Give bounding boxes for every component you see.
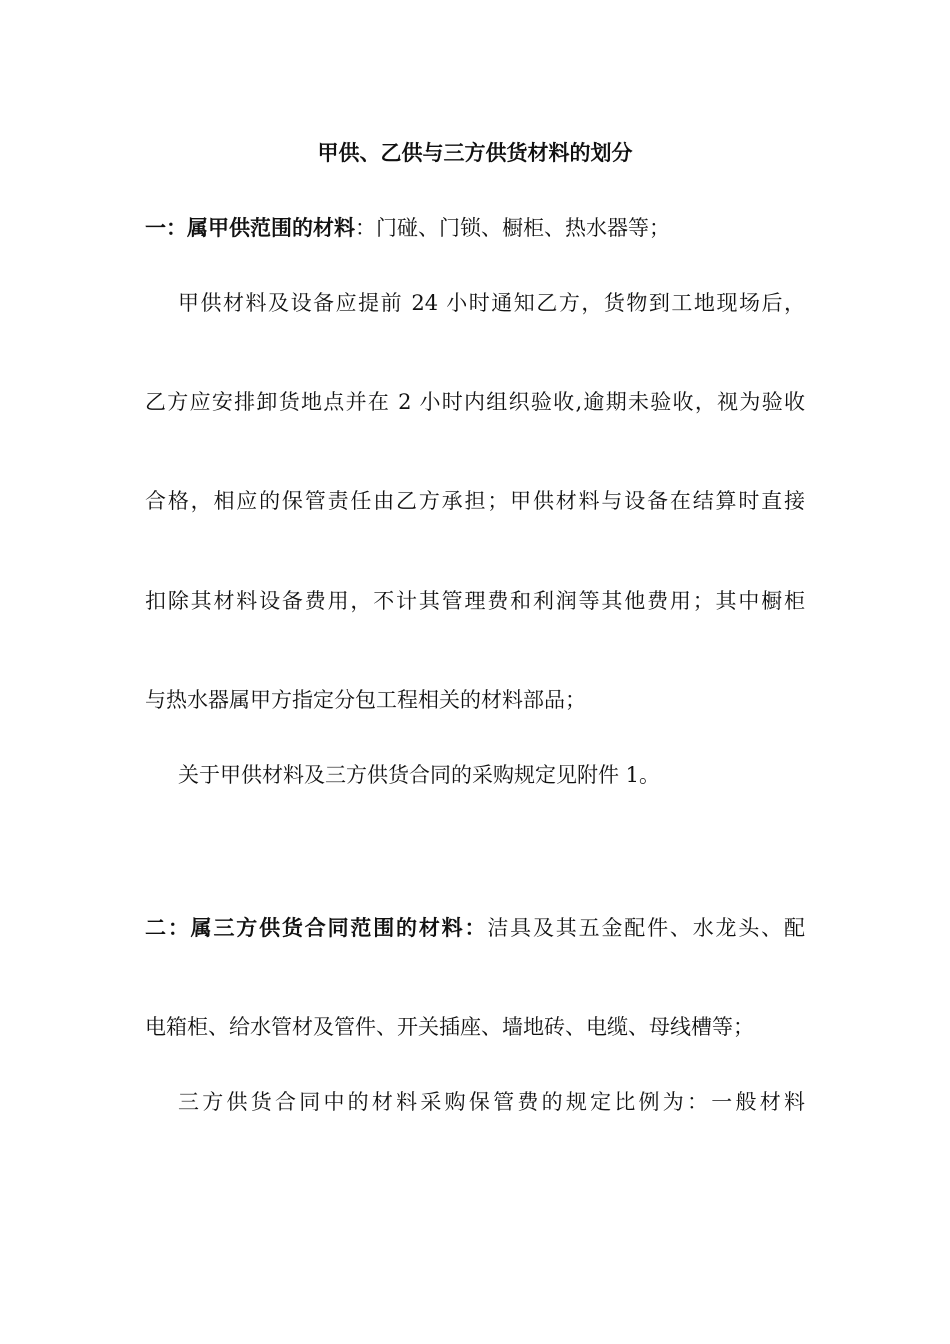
section1-heading-tail: ：门碰、门锁、橱柜、热水器等； xyxy=(355,216,670,240)
section1-paragraph1-line4: 扣除其材料设备费用，不计其管理费和利润等其他费用；其中橱柜 xyxy=(145,589,805,613)
section1-paragraph2: 关于甲供材料及三方供货合同的采购规定见附件 1。 xyxy=(178,763,661,787)
section1-heading: 一：属甲供范围的材料 xyxy=(145,215,355,240)
section2-paragraph1: 三方供货合同中的材料采购保管费的规定比例为：一般材料 xyxy=(178,1090,805,1114)
section2-heading-line xyxy=(145,913,805,943)
section1-paragraph1-line5: 与热水器属甲方指定分包工程相关的材料部品； xyxy=(145,688,586,712)
section2-heading: 二：属三方供货合同范围的材料： xyxy=(145,915,488,940)
section1-heading-line xyxy=(145,213,805,243)
document-title: 甲供、乙供与三方供货材料的划分 xyxy=(317,140,633,165)
section1-paragraph1-line3: 合格，相应的保管责任由乙方承担；甲供材料与设备在结算时直接 xyxy=(145,489,805,513)
section2-heading-tail: 洁具及其五金配件、水龙头、配 xyxy=(487,916,805,940)
section2-line2: 电箱柜、给水管材及管件、开关插座、墙地砖、电缆、母线槽等； xyxy=(145,1015,754,1039)
section1-paragraph1-line1: 甲供材料及设备应提前 24 小时通知乙方，货物到工地现场后， xyxy=(178,291,805,315)
section1-paragraph1-line2: 乙方应安排卸货地点并在 2 小时内组织验收,逾期未验收，视为验收 xyxy=(145,390,805,414)
